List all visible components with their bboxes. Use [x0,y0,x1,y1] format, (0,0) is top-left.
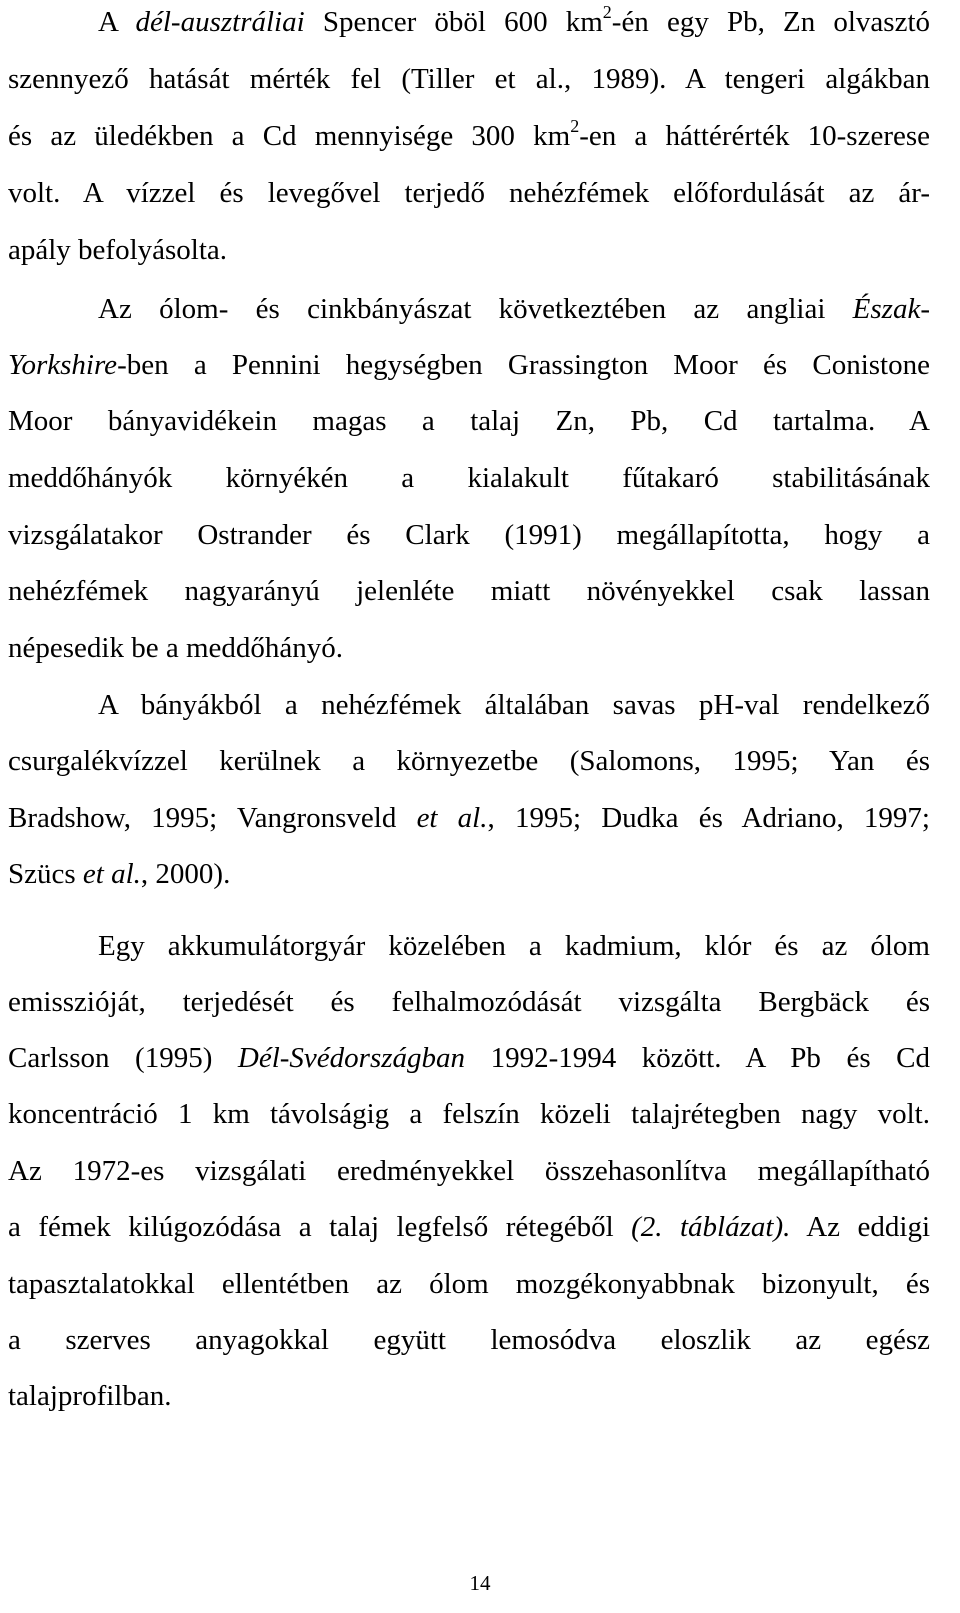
text-run: a fémek kilúgozódása a talaj legfelső rétegéből [8,1211,632,1243]
text-run: és az üledékben a Cd mennyisége 300 km [8,120,571,152]
text-run: -én egy Pb, Zn olvasztó [611,6,931,38]
text-run: Bradshow, 1995; Vangronsveld [8,802,417,834]
italic-place-name: Észak- [852,293,930,325]
text-line: nehézfémek nagyarányú jelenléte miatt növényekkel csak lassan [8,575,930,607]
text-line: szennyező hatását mérték fel (Tiller et al., 1989). A tengeri algákban [8,63,930,95]
text-line: vizsgálatakor Ostrander és Clark (1991) megállapította, hogy a [8,519,930,551]
text-line: apály befolyásolta. [8,234,228,266]
italic-table-reference: (2. táblázat). [631,1211,791,1243]
text-run: A [98,6,136,38]
text-run: -ben a Pennini hegységben Grassington Moor és Conistone [117,349,930,381]
italic-place-name: dél-ausztráliai [135,6,305,38]
italic-citation: et al. [82,858,141,890]
text-run: -en a háttérérték 10-szerese [579,120,930,152]
text-line: volt. A vízzel és levegővel terjedő nehézfémek előfordulását az ár- [8,177,930,209]
italic-citation: et al. [416,802,488,834]
text-line: talajprofilban. [8,1380,172,1412]
text-line: tapasztalatokkal ellentétben az ólom mozgékonyabbnak bizonyult, és [8,1268,930,1300]
text-run: Carlsson (1995) [8,1042,238,1074]
text-run: Spencer öböl 600 km [304,6,603,38]
text-line [8,349,930,382]
text-line: A bányákból a nehézfémek általában savas pH-val rendelkező [98,689,930,721]
text-run: Az eddigi [790,1211,930,1243]
text-line [8,802,930,835]
page-number: 14 [469,1571,491,1595]
text-line: Moor bányavidékein magas a talaj Zn, Pb, Cd tartalma. A [8,405,930,437]
text-line: Egy akkumulátorgyár közelében a kadmium, klór és az ólom [98,930,930,962]
text-line: csurgalékvízzel kerülnek a környezetbe (Salomons, 1995; Yan és [8,745,930,777]
italic-place-name: Dél-Svédországban [237,1042,466,1074]
text-line: meddőhányók környékén a kialakult fűtakaró stabilitásának [8,462,930,494]
text-line: Az 1972-es vizsgálati eredményekkel összehasonlítva megállapítható [8,1155,930,1187]
text-run: 1992-1994 között. A Pb és Cd [465,1042,930,1074]
text-run: , 1995; Dudka és Adriano, 1997; [487,802,930,834]
text-line [8,1211,930,1244]
text-line: emisszióját, terjedését és felhalmozódását vizsgálta Bergbäck és [8,986,930,1018]
text-run: Az ólom- és cinkbányászat következtében az angliai [98,293,853,325]
text-run: , 2000). [140,858,231,890]
text-line [8,293,930,326]
superscript: 2 [602,2,612,22]
text-line [8,1042,930,1075]
text-line: a szerves anyagokkal együtt lemosódva eloszlik az egész [8,1324,930,1356]
text-line [8,2,931,39]
italic-place-name: Yorkshire [8,349,118,381]
text-run: Szücs [8,858,83,890]
text-line [8,858,930,891]
superscript: 2 [570,116,580,136]
text-line [8,116,930,153]
text-line: koncentráció 1 km távolságig a felszín közeli talajrétegben nagy volt. [8,1098,930,1130]
text-line: népesedik be a meddőhányó. [8,632,344,664]
